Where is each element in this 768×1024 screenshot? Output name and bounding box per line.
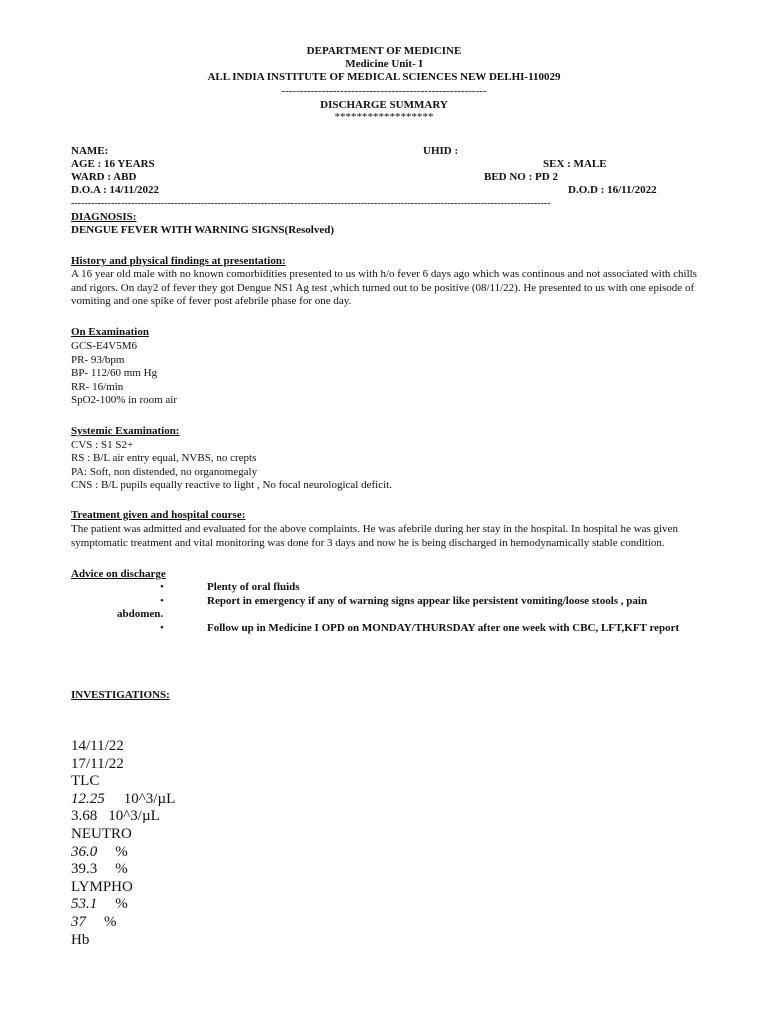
advice-heading: Advice on discharge [71,568,166,580]
test-unit: 10^3/µL [123,790,176,807]
test-name: Hb [71,931,90,948]
test-value-row [71,791,175,809]
test-unit: % [115,843,128,860]
test-unit: % [104,913,117,930]
examination-line: GCS-E4V5M6 [71,340,138,352]
bullet-icon: • [160,581,164,593]
patient-bed: BED NO : PD 2 [484,171,558,183]
test-name: LYMPHO [71,878,133,895]
patient-ward: WARD : ABD [71,171,137,183]
test-value-row [71,896,175,914]
bullet-icon: • [160,595,164,607]
investigations-heading: INVESTIGATIONS: [71,689,170,701]
institute-heading: ALL INDIA INSTITUTE OF MEDICAL SCIENCES NEW DELHI-110029 [207,71,561,83]
history-heading: History and physical findings at presentation: [71,255,286,267]
test-value: 3.68 [71,808,98,825]
test-value-row [71,844,175,862]
patient-name-label: NAME: [71,145,109,157]
advice-item-continuation: abdomen. [117,608,164,620]
test-value-row [71,808,175,826]
treatment-text: The patient was admitted and evaluated for the above complaints. He was afebrile during her stay in the hospital. In hospital he was given symptomatic treatment and vital monitoring was done for 3 days and now he is being discharged in hemodynamically stable condition. [71,523,678,549]
test-value: 12.25 [71,790,105,807]
test-value-row [71,861,175,879]
bullet-icon: • [160,622,164,634]
advice-item: Plenty of oral fluids [207,581,300,593]
date-of-admission: D.O.A : 14/11/2022 [71,184,160,196]
systemic-line: CNS : B/L pupils equally reactive to light , No focal neurological deficit. [71,479,392,491]
test-unit: 10^3/µL [108,808,160,825]
diagnosis-heading: DIAGNOSIS: [71,211,137,223]
systemic-line: CVS : S1 S2+ [71,438,134,451]
examination-line: SpO2-100% in room air [71,394,178,406]
test-name: TLC [71,773,100,790]
investigations-list [71,738,175,949]
systemic-heading: Systemic Examination: [71,425,180,437]
examination-heading: On Examination [71,326,149,338]
advice-item: Report in emergency if any of warning signs appear like persistent vomiting/loose stools , pain [207,595,648,607]
patient-age: AGE : 16 YEARS [71,158,155,170]
test-value: 53.1 [71,896,98,913]
examination-line: BP- 112/60 mm Hg [71,367,158,379]
test-value-row [71,914,175,932]
test-unit: % [115,861,128,878]
section-divider: ------------------------------------------------------------------------------------------------------------------------------------------------ [71,198,551,209]
systemic-line: PA: Soft, non distended, no organomegaly [71,465,258,478]
title-stars: ****************** [334,111,434,123]
examination-line: RR- 16/min [71,380,124,393]
advice-item: Follow up in Medicine I OPD on MONDAY/THURSDAY after one week with CBC, LFT,KFT report [207,622,680,634]
investigation-date: 14/11/22 [71,738,124,754]
patient-sex: SEX : MALE [543,158,607,170]
test-value: 36.0 [71,843,98,860]
test-value: 37 [71,913,86,930]
diagnosis-text: DENGUE FEVER WITH WARNING SIGNS(Resolved) [71,224,335,236]
test-name: NEUTRO [71,825,132,842]
test-value: 39.3 [71,861,98,878]
header-rule: -------------------------------------------------------- [281,85,487,97]
treatment-heading: Treatment given and hospital course: [71,509,246,521]
date-of-discharge: D.O.D : 16/11/2022 [568,184,657,196]
document-title: DISCHARGE SUMMARY [320,99,448,111]
unit-heading: Medicine Unit- I [345,58,423,70]
systemic-line: RS : B/L air entry equal, NVBS, no crepts [71,452,257,464]
department-heading: DEPARTMENT OF MEDICINE [306,45,462,57]
examination-line: PR- 93/bpm [71,353,125,366]
test-unit: % [115,896,128,913]
uhid-label: UHID : [423,145,459,157]
history-text: A 16 year old male with no known comorbidities presented to us with h/o fever 6 days ago which was continous and not associated with chills and rigors. On day2 of fever they got Dengue NS1 Ag test ,which turned out to be positive (08/11/22). He presented to us with one episode of vomiting and one spike of fever post afebrile phase for one day. [71,268,697,307]
investigation-date: 17/11/22 [71,755,124,772]
